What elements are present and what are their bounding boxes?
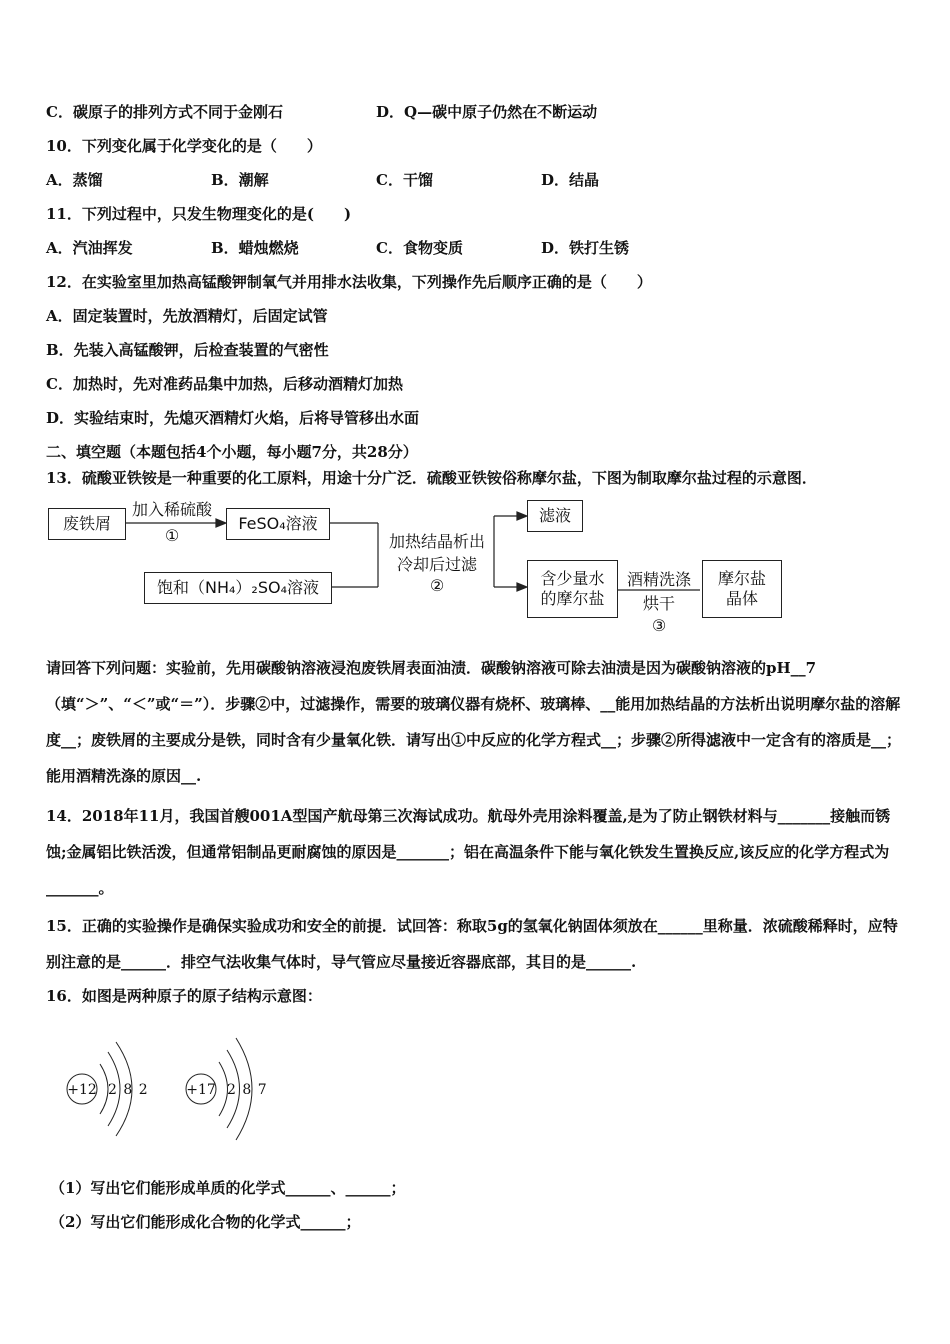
q11-stem: 11．下列过程中，只发生物理变化的是( ): [46, 205, 352, 223]
q13-stem: 13．硫酸亚铁铵是一种重要的化工原料，用途十分广泛．硫酸亚铁铵俗称摩尔盐，下图为制取摩尔盐过程的示意图．: [46, 469, 817, 487]
section-2-title: 二、填空题（本题包括4个小题，每小题7分，共28分）: [46, 443, 418, 461]
box-wet-line2: 的摩尔盐: [540, 589, 605, 608]
q11-option-c: C．食物变质: [376, 239, 463, 257]
q12-stem: 12．在实验室里加热高锰酸钾制氧气并用排水法收集，下列操作先后顺序正确的是（ ）: [46, 273, 652, 291]
atom-2-nucleus-charge: +17: [186, 1082, 216, 1098]
q11-option-b: B．蜡烛燃烧: [211, 239, 299, 257]
q16-sub-question-1: （1）写出它们能形成单质的化学式______、______；: [50, 1179, 406, 1197]
step3-label-line1: 酒精洗涤: [626, 570, 691, 589]
q10-option-d: D．结晶: [541, 171, 600, 189]
step3-label-line2: 烘干: [642, 594, 675, 613]
step1-number: ①: [164, 526, 180, 545]
box-wet-moer-salt: [527, 560, 618, 618]
q10-stem: 10．下列变化属于化学变化的是（ ）: [46, 137, 322, 155]
q9-option-c: C．碳原子的排列方式不同于金刚石: [46, 103, 283, 121]
q15-body: 15．正确的实验操作是确保实验成功和安全的前提．试回答：称取5g的氢氧化钠固体须放在______里称量．浓硫酸稀释时，应特别注意的是______．排空气法收集气体时，导气管应尽量接近容器底部，其目的是______.: [46, 917, 898, 971]
atom-2-electron-shells: 2 8 7: [227, 1082, 267, 1098]
box-scrap-iron: 废铁屑: [48, 508, 126, 540]
atom-1-nucleus-charge: +12: [67, 1082, 97, 1098]
step2-label-line2: 冷却后过滤: [396, 555, 477, 574]
step2-number: ②: [429, 576, 445, 595]
box-ammonium-sulfate-solution: 饱和（NH₄）₂SO₄溶液: [144, 572, 332, 604]
q10-option-c: C．干馏: [376, 171, 433, 189]
q16-stem: 16．如图是两种原子的原子结构示意图：: [46, 987, 322, 1005]
q13-body: 请回答下列问题：实验前，先用碳酸钠溶液浸泡废铁屑表面油渍．碳酸钠溶液可除去油渍是因为碳酸钠溶液的pH__7（填“＞”、“＜”或“＝”）．步骤②中，过滤操作，需要的玻璃仪器有烧杯、玻璃棒、__能用加热结晶的方法析出说明摩尔盐的溶解度__；废铁屑的主要成分是铁，同时含有少量氧化铁．请写出①中反应的化学方程式__；步骤②所得滤液中一定含有的溶质是__；能用酒精洗涤的原因__.: [46, 659, 902, 785]
q10-option-a: A．蒸馏: [46, 171, 103, 189]
q9-option-d: D．Q—碳中原子仍然在不断运动: [376, 103, 598, 121]
box-feso4-solution: FeSO₄溶液: [226, 508, 330, 540]
q12-option-c: C．加热时，先对准药品集中加热，后移动酒精灯加热: [46, 375, 403, 393]
atom-1-shell-1: [100, 1064, 108, 1114]
q14-body: 14．2018年11月，我国首艘001A型国产航母第三次海试成功。航母外壳用涂料覆盖,是为了防止钢铁材料与_______接触而锈蚀;金属铝比铁活泼，但通常铝制品更耐腐蚀的原因是_______；铝在高温条件下能与氧化铁发生置换反应,该反应的化学方程式为_______。: [46, 807, 891, 897]
step2-label-line1: 加热结晶析出: [388, 532, 485, 551]
q11-option-a: A．汽油挥发: [46, 239, 133, 257]
q10-option-b: B．潮解: [211, 171, 269, 189]
box-filtrate: 滤液: [527, 500, 583, 532]
q12-option-d: D．实验结束时，先熄灭酒精灯火焰，后将导管移出水面: [46, 409, 420, 427]
step1-label: 加入稀硫酸: [131, 500, 212, 519]
box-moer-salt-crystal: [702, 560, 782, 618]
box-crystal-line2: 晶体: [725, 589, 758, 608]
q16-sub-question-2: （2）写出它们能形成化合物的化学式______；: [50, 1213, 361, 1231]
q12-option-b: B．先装入高锰酸钾，后检查装置的气密性: [46, 341, 329, 359]
box-crystal-line1: 摩尔盐: [717, 569, 766, 588]
atom-1-electron-shells: 2 8 2: [108, 1082, 148, 1098]
q11-option-d: D．铁打生锈: [541, 239, 630, 257]
step3-number: ③: [651, 616, 667, 635]
q12-option-a: A．固定装置时，先放酒精灯，后固定试管: [46, 307, 328, 325]
box-wet-line1: 含少量水: [540, 569, 605, 588]
